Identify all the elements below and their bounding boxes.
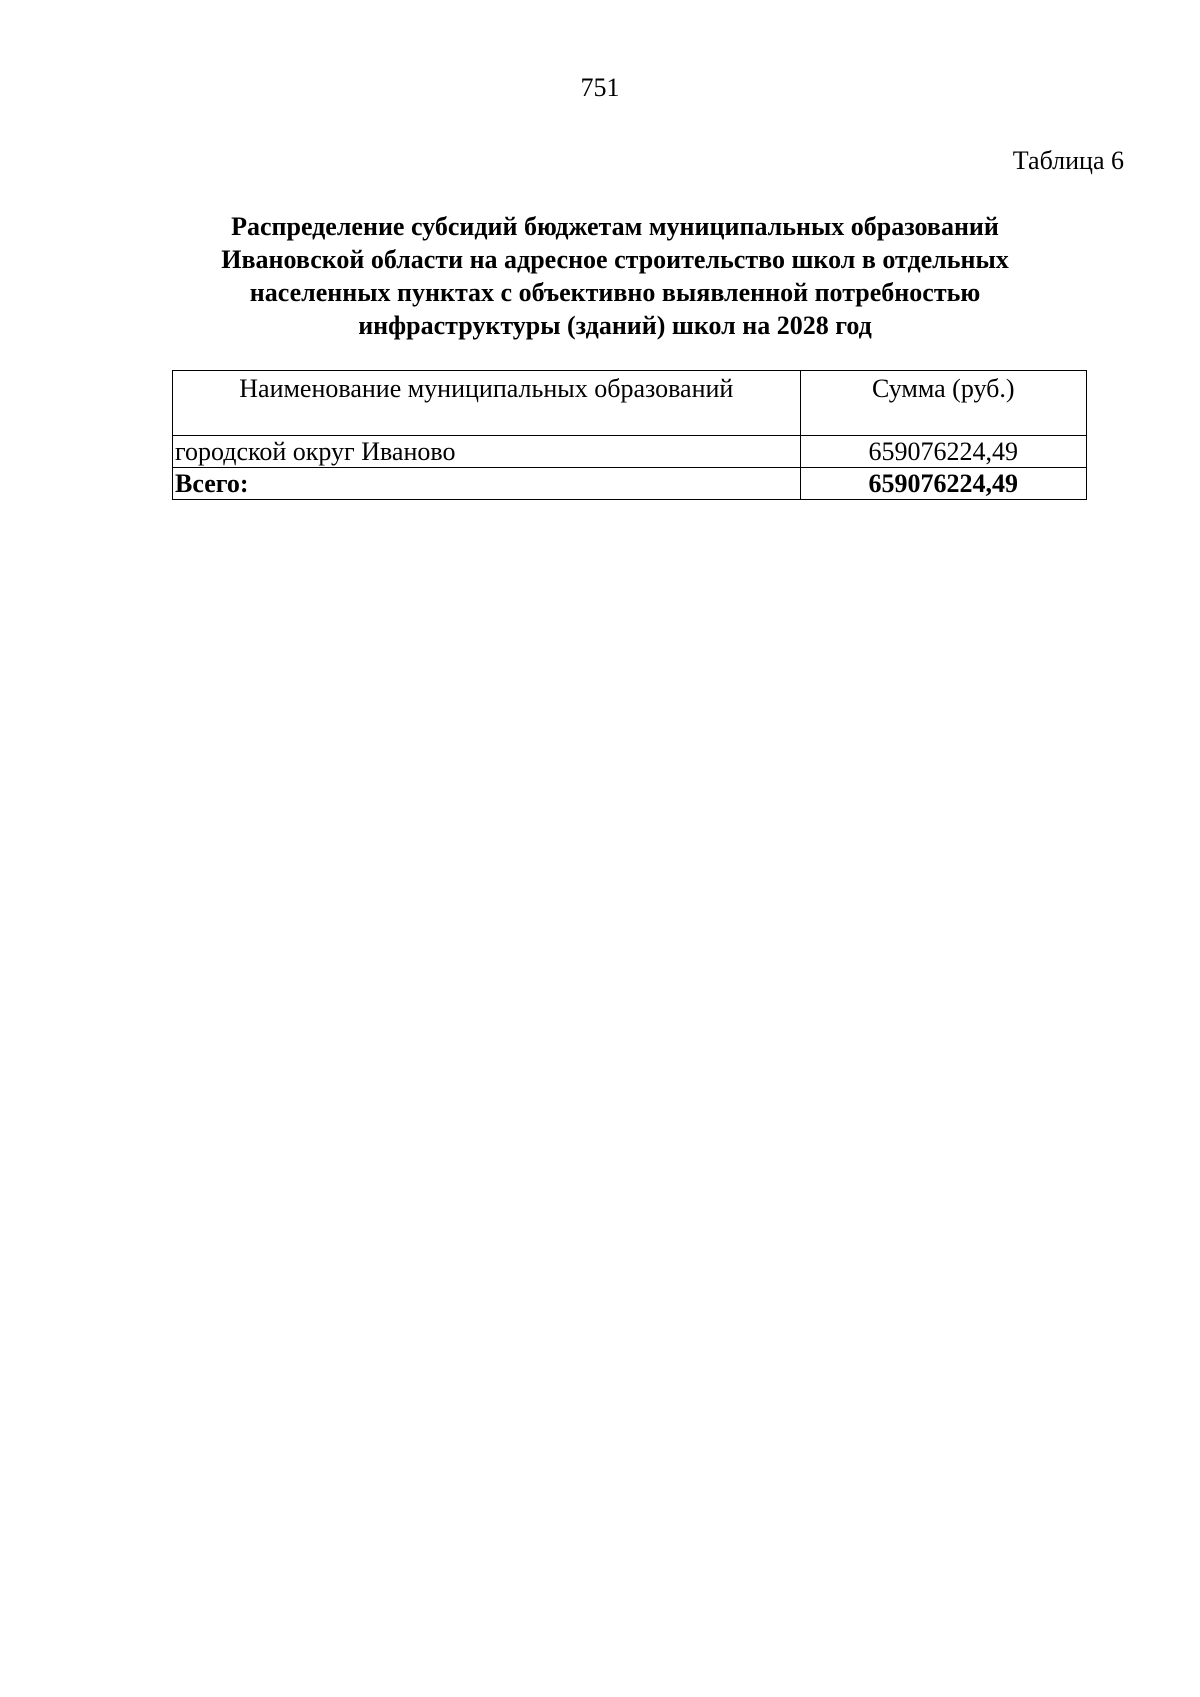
table-header-row [173, 371, 1087, 436]
total-sum-cell: 659076224,49 [800, 468, 1086, 500]
subsidy-table [172, 370, 1087, 500]
title-line: Распределение субсидий бюджетам муниципальных образований [231, 212, 999, 241]
table-label: Таблица 6 [1012, 146, 1124, 175]
total-row [173, 468, 1087, 500]
title-line: населенных пунктах с объективно выявленной потребностью [249, 278, 981, 307]
title-line: инфраструктуры (зданий) школ на 2028 год [358, 311, 872, 340]
table-row [173, 436, 1087, 468]
page-number: 751 [580, 73, 620, 102]
title-line: Ивановской области на адресное строительство школ в отдельных [221, 245, 1009, 274]
total-label-cell: Всего: [173, 468, 801, 500]
sum-cell: 659076224,49 [800, 436, 1086, 468]
header-municipality: Наименование муниципальных образований [173, 371, 801, 436]
municipality-name-cell: городской округ Иваново [173, 436, 801, 468]
header-sum: Сумма (руб.) [800, 371, 1086, 436]
document-title [170, 210, 1060, 342]
